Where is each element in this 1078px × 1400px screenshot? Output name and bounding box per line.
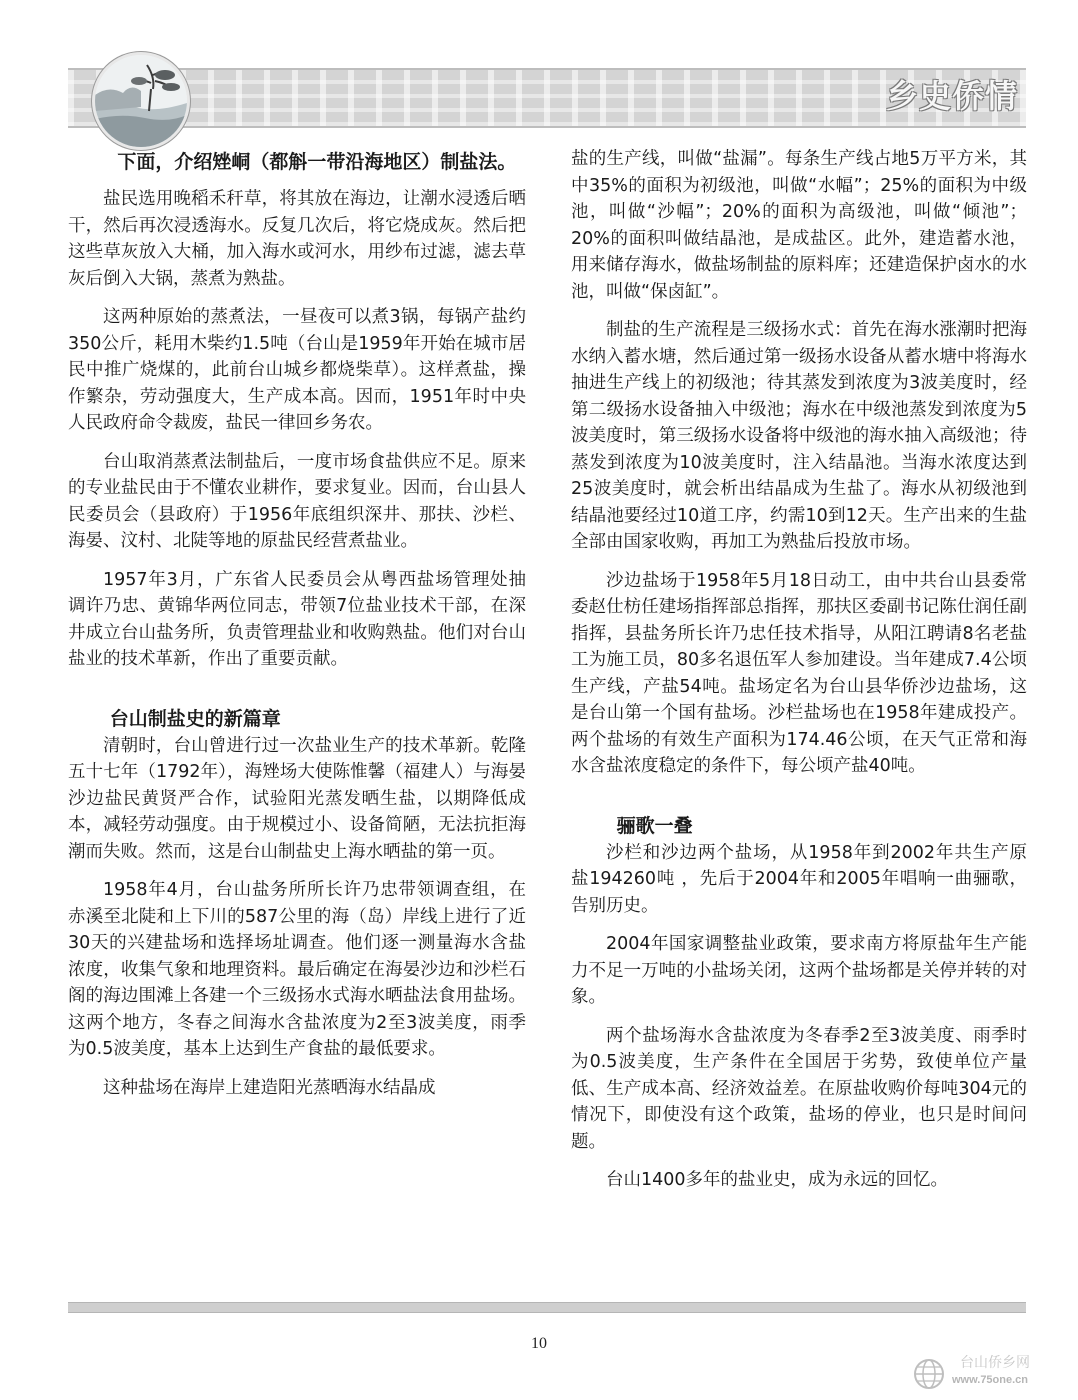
paragraph: 沙栏和沙边两个盐场，从1958年到2002年共生产原盐194260吨 ，先后于2004年和2005年唱响一曲骊歌，告别历史。 bbox=[571, 842, 1027, 916]
paragraph: 台山取消蒸煮法制盐后，一度市场食盐供应不足。原来的专业盐民由于不懂农业耕作，要求复业。因而，台山县人民委员会（县政府）于1956年底组织深井、那扶、沙栏、海晏、汶村、北陡等地的原盐民经营煮盐业。 bbox=[68, 451, 526, 551]
page-number: 10 bbox=[531, 1335, 547, 1352]
section-title: 乡史侨情 bbox=[885, 77, 1018, 115]
paragraph: 盐民选用晚稻禾秆草，将其放在海边，让潮水浸透后晒干，然后再次浸透海水。反复几次后，将它烧成灰。然后把这些草灰放入大桶，加入海水或河水，用纱布过滤，滤去草灰后倒入大锅，蒸煮为熟盐。 bbox=[68, 189, 526, 289]
paragraph: 1958年4月，台山盐务所所长许乃忠带领调查组，在赤溪至北陡和上下川的587公里的海（岛）岸线上进行了近30天的兴建盐场和选择场址调查。他们逐一测量海水含盐浓度，收集气象和地理资料。最后确定在海晏沙边和沙栏石阁的海边围滩上各建一个三级扬水式海水晒盐法食用盐场。这两个地方，冬春之间海水含盐浓度为2至3波美度，雨季为0.5波美度，基本上达到生产食盐的最低要求。 bbox=[68, 880, 526, 1059]
paragraph: 清朝时，台山曾进行过一次盐业生产的技术革新。乾隆五十七年（1792年），海矬场大使陈惟馨（福建人）与海晏沙边盐民黄贤严合作，试验阳光蒸发晒生盐，以期降低成本，减轻劳动强度。由于规模过小、设备简陋，无法抗拒海潮而失败。然而，这是台山制盐史上海水晒盐的第一页。 bbox=[68, 735, 526, 862]
header-band bbox=[68, 68, 1026, 128]
paragraph: 1957年3月，广东省人民委员会从粤西盐场管理处抽调许乃忠、黄锦华两位同志，带领7位盐业技术干部，在深井成立台山盐务所，负责管理盐业和收购熟盐。他们对台山盐业的技术革新，作出了重要贡献。 bbox=[68, 569, 526, 669]
paragraph: 沙边盐场于1958年5月18日动工，由中共台山县委常委赵仕枋任建场指挥部总指挥，那扶区委副书记陈仕润任副指挥，县盐务所长许乃忠任技术指导，从阳江聘请8名老盐工为施工员，80多名退伍军人参加建设。当年建成7.4公顷生产线，产盐54吨。盐场定名为台山县华侨沙边盐场，这是台山第一个国有盐场。沙栏盐场也在1958年建成投产。两个盐场的有效生产面积为174.46公顷，在天气正常和海水含盐浓度稳定的条件下，每公顷产盐40吨。 bbox=[571, 570, 1027, 776]
paragraph: 两个盐场海水含盐浓度为冬春季2至3波美度、雨季时为0.5波美度，生产条件在全国居于劣势，致使单位产量低、生产成本高、经济效益差。在原盐收购价每吨304元的情况下，即使没有这个政策，盐场的停业，也只是时间问题。 bbox=[571, 1025, 1027, 1152]
paragraph: 这种盐场在海岸上建造阳光蒸晒海水结晶成 bbox=[103, 1077, 436, 1098]
section-heading: 骊歌一叠 bbox=[616, 814, 693, 837]
right-column bbox=[571, 146, 1027, 1206]
globe-logo-icon bbox=[910, 1352, 948, 1390]
section-heading: 台山制盐史的新篇章 bbox=[109, 707, 281, 730]
paragraph: 这两种原始的蒸煮法，一昼夜可以煮3锅，每锅产盐约350公斤，耗用木柴约1.5吨（台山是1959年开始在城市居民中推广烧煤的，此前台山城乡都烧柴草）。这样煮盐，操作繁杂，劳动强度大，生产成本高。因而，1951年时中央人民政府命令裁废，盐民一律回乡务农。 bbox=[68, 307, 526, 433]
site-watermark bbox=[910, 1350, 1070, 1394]
left-column bbox=[68, 148, 526, 1113]
intro-heading: 下面，介绍矬峒（都斛一带沿海地区）制盐法。 bbox=[117, 151, 517, 173]
watermark-text: 台山侨乡网 bbox=[960, 1354, 1030, 1370]
paragraph-continuation: 盐的生产线，叫做“盐漏”。每条生产线占地5万平方米，其中35%的面积为初级池，叫做“水幅”；25%的面积为中级池，叫做“沙幅”；20%的面积为高级池，叫做“倾池”；20%的面积叫做结晶池，是成盐区。此外，建造蓄水池，用来储存海水，做盐场制盐的原料库；还建造保护卤水的水池，叫做“保卤缸”。 bbox=[571, 149, 1027, 302]
paragraph: 制盐的生产流程是三级扬水式：首先在海水涨潮时把海水纳入蓄水塘，然后通过第一级扬水设备从蓄水塘中将海水抽进生产线上的初级池；待其蒸发到浓度为3波美度时，经第二级扬水设备抽入中级池；海水在中级池蒸发到浓度为5波美度时，第三级扬水设备将中级池的海水抽入高级池；待蒸发到浓度为10波美度时，注入结晶池。当海水浓度达到25波美度时，就会析出结晶成为生盐了。海水从初级池到结晶池要经过10道工序，约需10到12天。生产出来的生盐全部由国家收购，再加工为熟盐后投放市场。 bbox=[571, 320, 1027, 552]
paragraph: 2004年国家调整盐业政策，要求南方将原盐年生产能力不足一万吨的小盐场关闭，这两个盐场都是关停并转的对象。 bbox=[571, 934, 1027, 1007]
paragraph: 台山1400多年的盐业史，成为永远的回忆。 bbox=[606, 1170, 949, 1190]
landscape-medallion-image bbox=[92, 52, 190, 150]
footer-band bbox=[68, 1302, 1026, 1313]
watermark-url: www.75one.cn bbox=[952, 1374, 1029, 1386]
